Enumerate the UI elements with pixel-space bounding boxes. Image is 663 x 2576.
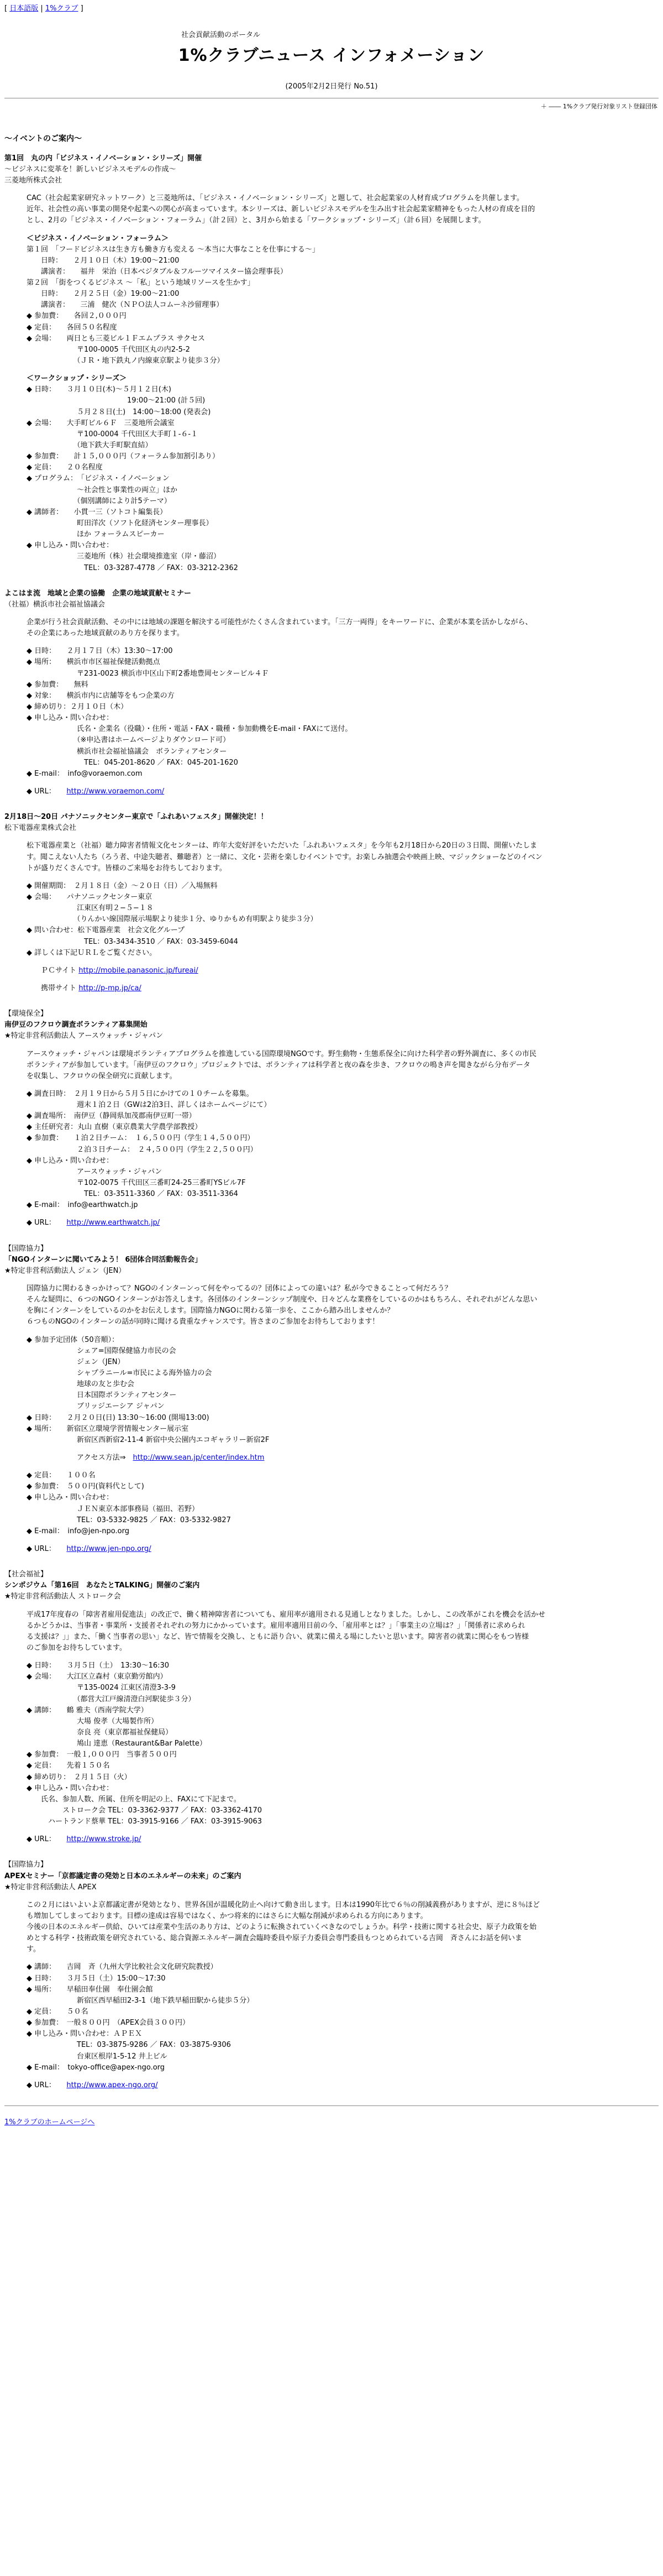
url-label: ◆ URL：	[27, 787, 67, 796]
event-url-link[interactable]: http://www.earthwatch.jp/	[66, 1219, 160, 1227]
event-url-row	[4, 1834, 659, 1845]
event-category: 【国際協力】	[4, 1244, 48, 1253]
event-organizer: ★特定非営利活動法人 ストローク会	[4, 1592, 121, 1601]
event-stroke	[4, 1569, 659, 1845]
event-title: 2月18日〜20日 パナソニックセンター東京で「ふれあいフェスタ」開催決定！！	[4, 813, 268, 822]
event-organizer: 三菱地所株式会社	[4, 176, 62, 185]
nav-bracket-close: ]	[78, 4, 83, 13]
issue-info: (2005年2月2日発行 No.51)	[285, 82, 378, 91]
event-details: ◆ 日時： ２月１７日（木）13:30〜17:00 ◆ 場所： 横浜市市区福祉保健活動拠点 〒231-0023 横浜市中区山下町2番地豊岡センタービル４Ｆ ◆ 参加費： 無料 ◆ 対象： 横浜市内に店舗等をもつ企業の方 ◆ 締め切り：２月１０日（木） ◆ 申し込み・問い合わせ： 氏名・企業名（役職）・住所・電話・FAX・職種・参加動機をE-mail・FAXにて送付。 （※申込書はホームページよりダウンロード可） 横浜市社会福祉協議会 ボランティアセンター TEL：045-201-8620 ／ FAX：045-201-1620 ◆ E-mail： info@voraemon.com	[27, 647, 352, 778]
event-organizer: ★特定非営利活動法人 APEX	[4, 1883, 97, 1891]
access-link[interactable]: http://www.sean.jp/center/index.htm	[133, 1454, 265, 1462]
event-url-link[interactable]: http://www.stroke.jp/	[66, 1835, 141, 1844]
event-earthwatch	[4, 1009, 659, 1229]
event-title: シンポジウム「第16回 あなたとTALKING」開催のご案内	[4, 1581, 200, 1590]
event-description: 企業が行う社会貢献活動、その中には地域の課題を解決する可能性がたくさん含まれています。「三方一両得」をキーワードに、企業が本業を活かしながら、 その企業にあった地域貢献のあり方を探ります。	[27, 618, 533, 638]
event-jen	[4, 1243, 659, 1555]
event-subtitle: 〜ビジネスに変革を！新しいビジネスモデルの作成〜	[4, 165, 176, 174]
event-category: 【環境保全】	[4, 1010, 48, 1018]
workshop-details: ◆ 日時： ３月１０日(木)〜５月１２日(木) 19:00〜21:00 (計５回) ５月２８日(土) 14:00〜18:00 (発表会) ◆ 会場： 大手町ビル６Ｆ 三菱地所会議室 〒100-0004 千代田区大手町１-６-１ （地下鉄大手町駅直結） ◆ 参加費： 計１５,０００円（フォーラム参加割引あり） ◆ 定員： ２０名程度 ◆ プログラム： 「ビジネス・イノベーション 〜社会性と事業性の両立」ほか （個別講師により計5テーマ） ◆ 講師者： 小貫一三（ソトコト編集長） 町田洋次（ソフト化経済センター理事長） ほか フォーラムスピーカー ◆ 申し込み・問い合わせ： 三菱地所（株）社会環境推進室（岸・藤沼） TEL：03-3287-4778 ／ FAX：03-3212-2362	[27, 385, 238, 572]
url-label: ◆ URL：	[27, 1835, 67, 1844]
event-url-row	[4, 1544, 659, 1555]
event-url-row	[4, 1218, 659, 1229]
forum-heading: ＜ビジネス・イノベーション・フォーラム＞	[27, 234, 169, 243]
event-url-link[interactable]: http://www.voraemon.com/	[66, 787, 165, 796]
access-label: アクセス方法⇒	[27, 1454, 133, 1462]
forum-details: 第１回 「フードビジネスは生き方も働き方も変える 〜本当に大事なことを仕事にする〜」 日時： ２月１０日（木）19:00〜21:00 講演者： 福井 栄治（日本ベジタブル＆フルーツマイスター協会理事長） 第２回 「街をつくるビジネス 〜「私」という地域リソースを生かす」 日時： ２月２５日（金）19:00〜21:00 講演者： 三浦 健次（ＮＰＯ法人コムーネ沙留理事） ◆ 参加費： 各回２,０００円 ◆ 定員： 各回５０名程度 ◆ 会場： 両日とも三菱ビル１Ｆエムプラス サクセス 〒100-0005 千代田区丸の内2-5-2 （ＪＲ・地下鉄丸ノ内線東京駅より徒歩３分）	[27, 245, 319, 365]
event-category: 【国際協力】	[4, 1861, 48, 1869]
workshop-heading: ＜ワークショップ・シリーズ＞	[27, 374, 127, 383]
event-url-link[interactable]: http://www.jen-npo.org/	[66, 1544, 151, 1553]
page-title: 1%クラブニュース インフォメーション	[178, 46, 485, 66]
event-details: ◆ 開催期間： ２月１８日（金）〜２０日（日）／入場無料 ◆ 会場： パナソニックセンター東京 江東区有明２−５−１８ （りんかい線国際展示場駅より徒歩１分、ゆりかもめ有明駅より徒歩３分） ◆ 問い合わせ：松下電器産業 社会文化グループ TEL：03-3434-3510 ／ FAX：03-3459-6044 ◆ 詳しくは下記ＵＲＬをご覧ください。	[27, 881, 318, 957]
pc-site-row	[4, 965, 659, 976]
event-title: よこはま流 地域と企業の協働 企業の地域貢献セミナー	[4, 589, 192, 598]
event-url-link[interactable]: http://www.apex-ngo.org/	[66, 2081, 158, 2089]
event-description: 国際協力に関わるきっかけって？NGOのインターンって何をやってるの？団体によっての違いは？私が今できることって何だろう？ そんな疑問に、６つのNGOインターンがお答えします。各団体のインターンシップ制度や、日々どんな業務をしているのかはもちろん、それぞれがどんな思い を胸にインターンをしているのかをお伝えします。国際協力NGOに関わる第一歩を、ここから踏み出しませんか？ ６つものNGOのインターンの話が同時に聞ける貴重なチャンスです。皆さまのご参加をお待ちしております！	[27, 1284, 538, 1326]
backnumber-link[interactable]: ＋ ―― 1%クラブ発行対象リスト登録団体	[540, 102, 657, 110]
event-title: 「NGOインターンに聞いてみよう！ 6団体合同活動報告会」	[4, 1255, 202, 1264]
event-description: 平成17年度春の「障害者雇用促進法」の改正で、働く精神障害者についても、雇用率が適用される見通しとなりました。しかし、この改革がこれを機会を活かせ るかどうかは、当事者・事業所・支援者それぞれの努力にかかっています。雇用率適用目前の今、「雇用率とは？」「事業主の立場は？」「関係者に求められ る支援は？」」また、「働く当事者の思い」など、皆で情報を交換し、ともに語り合い、就業に備える場にしたいと思います。障害者の就業に関心をもつ皆様 のご参加をお待ちしています。	[27, 1610, 546, 1652]
masthead-subtitle: 社会貢献活動のポータル	[181, 31, 261, 40]
top-navigation	[4, 3, 659, 14]
nav-bracket-open: [	[4, 4, 10, 13]
event-details: ◆ 参加予定団体（50音順）： シェア=国際保健協力市民の会 ジェン（JEN） シャプラニール=市民による海外協力の会 地球の友と歩む会 日本国際ボランティアセンター ブリッジエーシア ジャパン ◆ 日時： ２月２０日(日) 13:30〜16:00 (開場13:00) ◆ 場所： 新宿区立環境学習情報センター展示室 新宿区西新宿2-11-4 新宿中央公園内エコギャラリー新宿2F	[27, 1335, 270, 1444]
event-mitsubishi	[4, 153, 659, 574]
mobile-site-row	[4, 983, 659, 994]
pc-site-label: ＰＣサイト	[27, 966, 79, 975]
event-organizer: ★特定非営利活動法人 アースウォッチ・ジャパン	[4, 1032, 163, 1041]
event-description: アースウォッチ・ジャパンは環境ボランティアプログラムを推進している国際環境NGOです。野生動物・生態系保全に向けた科学者の野外調査に、多くの市民 ボランティアが参加しています。「南伊豆のフクロウ」プロジェクトでは、ボランティアは科学者と夜の森を歩き、フクロウの鳴き声を聞きながら分布データ を収集し、フクロウの保全研究に貢献します。	[27, 1049, 537, 1080]
nav-link-club[interactable]: 1%クラブ	[45, 4, 78, 13]
nav-separator: |	[38, 4, 45, 13]
event-url-row	[4, 2080, 659, 2091]
event-organizer: 松下電器産業株式会社	[4, 824, 77, 833]
footer-home-link[interactable]: 1%クラブのホームページへ	[4, 2118, 95, 2127]
event-yokohama	[4, 588, 659, 797]
masthead	[4, 30, 659, 92]
event-apex	[4, 1859, 659, 2091]
event-details: ◆ 講師： 吉岡 斉（九州大学比較社会文化研究院教授） ◆ 日時： ３月５日（土）15:00〜17:30 ◆ 場所： 早稲田奉仕園 奉仕園会館 新宿区西早稲田2-3-1（地下鉄早稲田駅から徒歩５分） ◆ 定員： ５０名 ◆ 参加費： 一般８００円 （APEX会員３００円） ◆ 申し込み・問い合わせ：ＡＰＥＸ TEL：03-3875-9286 ／ FAX：03-3875-9306 台東区根岸1-5-12 井上ビル ◆ E-mail： tokyo-office@apex-ngo.org	[27, 1963, 254, 2072]
event-description: CAC（社会起業家研究ネットワーク）と三菱地所は、「ビジネス・イノベーション・シリーズ」と題して、社会起業家の人材育成プログラムを共催します。 近年、社会性の高い事業の開発や起業への関心が高まっています。本シリーズは、新しいビジネスモデルを生み出す社会起業家精神をもった人材の育成を目的 とし、2月の「ビジネス・イノベーション・フォーラム」（計２回）と、3月から始まる「ワークショップ・シリーズ」（計６回）を展開します。	[27, 194, 535, 225]
url-label: ◆ URL：	[27, 2081, 67, 2089]
access-row	[4, 1452, 659, 1464]
events-heading: 〜イベントのご案内〜	[4, 134, 82, 143]
event-description: 松下電器産業と（社福）聴力障害者情報文化センターは、昨年大変好評をいただいた「ふれあいフェスタ」を今年も2月18日から20日の３日間、開催いたしま す。聞こえない人たち（ろう者、中途失聴者、難聴者）と一緒に、文化・芸術を楽しむイベントです。お楽しみ抽選会や映画上映、マジックショーなどのイベン トが盛りだくさんです。皆様のご来場をお待ちしております。	[27, 842, 543, 872]
event-organizer: （社福）横浜市社会福祉協議会	[4, 600, 106, 609]
mobile-site-link[interactable]: http://p-mp.jp/ca/	[78, 984, 141, 992]
event-description: この２月にはいよいよ京都議定書が発効となり、世界各国が温暖化防止へ向けて動き出します。日本は1990年比で６％の削減義務がありますが、逆に８％ほど も増加してしまっております。目標の達成は容易ではなく、かつ将来的にはさらに大幅な削減が求められる方向にあります。 今後の日本のエネルギー供給、ひいては産業や生活のあり方は、どのように転換されていくべきなのでしょうか。科学・技術に関する社会史、原子力政策を始 めとする科学・技術政策を研究されている、総合資源エネルギー調査会臨時委員や原子力委員会専門委員もつとめられている吉岡 斉さんにお話を伺いま す。	[27, 1900, 540, 1954]
event-organizer: ★特定非営利活動法人 ジェン（JEN）	[4, 1266, 126, 1275]
event-details: ◆ 調査日時： ２月１９日から５月５日にかけての１０チームを募集。 週末１泊２日（GWは2泊3日、詳しくはホームページにて） ◆ 調査場所： 南伊豆（静岡県加茂郡南伊豆町一帯） ◆ 主任研究者：丸山 直樹（東京農業大学農学部教授） ◆ 参加費： １泊２日チーム： １６,５００円（学生１４,５００円） ２泊３日チーム： ２４,５００円（学生２２,５００円） ◆ 申し込み・問い合わせ： アースウォッチ・ジャパン 〒102-0075 千代田区三番町24-25三番町YSビル7F TEL：03-3511-3360 ／ FAX：03-3511-3364 ◆ E-mail： info@earthwatch.jp	[27, 1089, 271, 1210]
event-title: 南伊豆のフクロウ調査ボランティア募集開始	[4, 1021, 148, 1030]
nav-link-japanese[interactable]: 日本語版	[9, 4, 39, 13]
event-url-row	[4, 786, 659, 797]
event-details-2: ◆ 定員： １００名 ◆ 参加費： ５００円(資料代として) ◆ 申し込み・問い合わせ： ＪＥＮ東京本部事務局（福田、若野） TEL：03-5332-9825 ／ FAX：03-5332-9827 ◆ E-mail： info@jen-npo.org	[27, 1471, 231, 1535]
event-details: ◆ 日時： ３月５日（土） 13:30〜16:30 ◆ 会場： 大江区立森村（東京勤労館内） 〒135-0024 江東区清澄3-3-9 （都営大江戸線清澄白河駅徒歩３分） ◆ 講師： 鶴 雅夫（西南学院大学） 大場 俊孝（大場製作所） 奈良 亮（東京都福祉保健局） 鳩山 達恵（Restaurant&Bar Palette） ◆ 参加費： 一般１,０００円 当事者５００円 ◆ 定員： 先着１５０名 ◆ 締め切り： ２月１５日（火） ◆ 申し込み・問い合わせ： 氏名、参加人数、所属、住所を明記の上、FAXにて下記まで。 ストローク会 TEL：03-3362-9377 ／ FAX：03-3362-4170 ハートランド蔡華 TEL：03-3915-9166 ／ FAX：03-3915-9063	[27, 1661, 262, 1826]
pc-site-link[interactable]: http://mobile.panasonic.jp/fureai/	[78, 966, 198, 975]
event-category: 【社会福祉】	[4, 1570, 48, 1579]
url-label: ◆ URL：	[27, 1219, 67, 1227]
event-panasonic	[4, 812, 659, 994]
event-title: 第1回 丸の内「ビジネス・イノベーション・シリーズ」開催	[4, 154, 202, 163]
event-title: APEXセミナー「京都議定書の発効と日本のエネルギーの未来」のご案内	[4, 1872, 241, 1880]
mobile-site-label: 携帯サイト	[27, 984, 79, 992]
divider	[4, 2105, 659, 2106]
url-label: ◆ URL：	[27, 1544, 67, 1553]
